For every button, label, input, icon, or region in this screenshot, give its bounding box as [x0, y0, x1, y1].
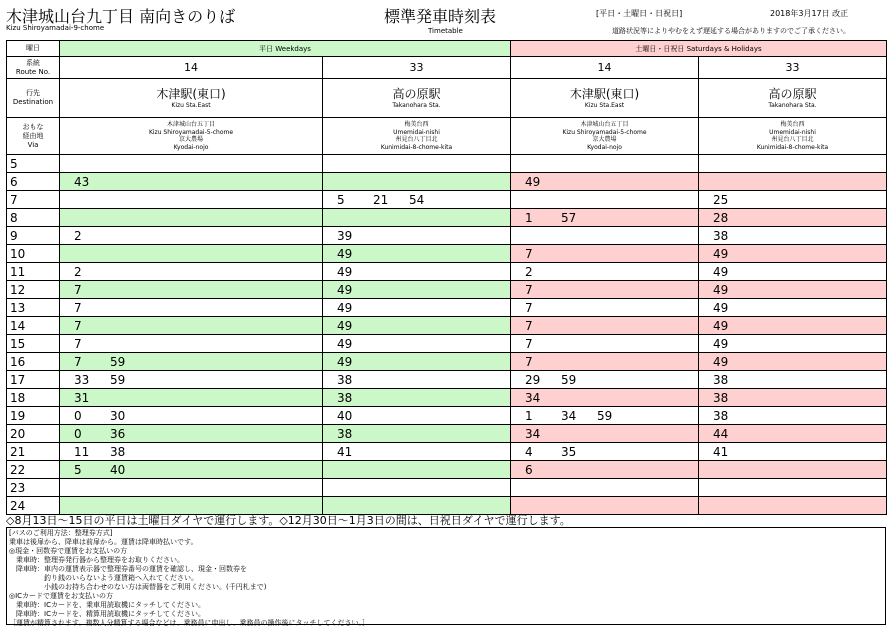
- fare-guide-line: 降車時：車内の運賃表示器で整理券番号の運賃を確認し、現金・回数券を: [9, 565, 247, 573]
- departure-cell: [511, 479, 699, 497]
- hour-cell: 19: [7, 407, 60, 425]
- hour-cell: 24: [7, 497, 60, 515]
- departure-cell: [699, 173, 887, 191]
- departure-cell: [323, 353, 511, 371]
- holiday-group-header: 土曜日・日祝日 Saturdays & Holidays: [511, 41, 887, 57]
- hour-cell: 9: [7, 227, 60, 245]
- departure-cell: [699, 155, 887, 173]
- departure-minute: 21: [373, 192, 389, 207]
- departure-minute: 49: [713, 300, 729, 315]
- departure-cell: [60, 425, 323, 443]
- fare-guide-line: 乗車は後扉から、降車は前扉から。運賃は降車時払いです。: [9, 538, 198, 546]
- departure-cell: [323, 173, 511, 191]
- departure-minute: 4: [525, 444, 533, 459]
- stop-name: 木津城山台九丁目 南向きのりば: [6, 7, 236, 26]
- destination: 木津駅(東口) Kizu Sta.East: [60, 79, 323, 118]
- fare-guide-line: ◎現金・回数券で運賃をお支払いの方: [9, 547, 128, 555]
- hour-cell: 12: [7, 281, 60, 299]
- departure-minute: 54: [409, 192, 425, 207]
- departure-cell: [323, 209, 511, 227]
- via-stops: 梅美台西 Umemidai-nishi 州見台八丁目北 Kunimidai-8-chome-kita: [323, 118, 511, 155]
- departure-minute: 44: [713, 426, 729, 441]
- hour-cell: 14: [7, 317, 60, 335]
- hour-row: [7, 209, 887, 227]
- departure-cell: [699, 389, 887, 407]
- departure-minute: 28: [713, 210, 729, 225]
- fare-guide-line: 釣り銭のいらないよう運賃箱へ入れてください。: [9, 574, 198, 582]
- hour-cell: 5: [7, 155, 60, 173]
- day-types-label: [平日・土曜日・日祝日]: [596, 9, 683, 18]
- departure-cell: [511, 371, 699, 389]
- departure-cell: [699, 443, 887, 461]
- departure-minute: 49: [337, 264, 353, 279]
- departure-minute: 2: [74, 264, 82, 279]
- departure-cell: [699, 281, 887, 299]
- departure-cell: [323, 425, 511, 443]
- route-number: 33: [699, 57, 887, 79]
- departure-minute: 38: [713, 390, 729, 405]
- hour-row: [7, 299, 887, 317]
- departure-cell: [60, 353, 323, 371]
- hour-row: [7, 353, 887, 371]
- departure-minute: 5: [74, 462, 82, 477]
- hour-row: [7, 191, 887, 209]
- departure-cell: [323, 155, 511, 173]
- departure-minute: 57: [561, 210, 577, 225]
- departure-cell: [60, 281, 323, 299]
- departure-cell: [60, 209, 323, 227]
- hour-row: [7, 317, 887, 335]
- hour-row: [7, 173, 887, 191]
- departure-minute: 35: [561, 444, 577, 459]
- departure-cell: [323, 263, 511, 281]
- route-number: 14: [511, 57, 699, 79]
- departure-minute: 36: [110, 426, 126, 441]
- departure-minute: 38: [337, 426, 353, 441]
- fare-guide-line: 小銭のお持ち合わせのない方は両替器をご利用ください。(千円札まで): [9, 583, 267, 591]
- departure-cell: [511, 209, 699, 227]
- departure-minute: 7: [525, 246, 533, 261]
- hour-row: [7, 245, 887, 263]
- departure-cell: [511, 407, 699, 425]
- departure-cell: [60, 389, 323, 407]
- stop-name-roman: Kizu Shiroyamadai-9-chome: [6, 24, 105, 32]
- departure-minute: 0: [74, 408, 82, 423]
- departure-cell: [699, 245, 887, 263]
- departure-cell: [323, 479, 511, 497]
- departure-cell: [511, 353, 699, 371]
- timetable-header: [0, 0, 896, 40]
- hour-cell: 8: [7, 209, 60, 227]
- hour-row: [7, 281, 887, 299]
- departure-cell: [511, 461, 699, 479]
- departure-cell: [60, 317, 323, 335]
- hour-cell: 10: [7, 245, 60, 263]
- departure-minute: 40: [337, 408, 353, 423]
- route-number: 33: [323, 57, 511, 79]
- departure-minute: 38: [337, 390, 353, 405]
- route-label: 系統 Route No.: [7, 57, 60, 79]
- departure-minute: 7: [74, 354, 82, 369]
- departure-minute: 33: [74, 372, 90, 387]
- departure-minute: 59: [561, 372, 577, 387]
- hour-cell: 22: [7, 461, 60, 479]
- departure-cell: [699, 371, 887, 389]
- departure-minute: 34: [525, 390, 541, 405]
- departure-cell: [60, 335, 323, 353]
- via-stops: 木津城山台五丁目 Kizu Shiroyamadai-5-chome 京大農場 Kyodai-nojo: [511, 118, 699, 155]
- departure-cell: [323, 227, 511, 245]
- timetable-title-roman: Timetable: [428, 27, 463, 35]
- departure-cell: [323, 299, 511, 317]
- hour-row: [7, 389, 887, 407]
- hour-row: [7, 443, 887, 461]
- departure-cell: [699, 425, 887, 443]
- departure-minute: 30: [110, 408, 126, 423]
- via-label: おもな 経由地 Via: [7, 118, 60, 155]
- route-number: 14: [60, 57, 323, 79]
- departure-minute: 7: [74, 300, 82, 315]
- departure-minute: 7: [525, 282, 533, 297]
- departure-cell: [323, 191, 511, 209]
- departure-cell: [699, 407, 887, 425]
- fare-guide-line: ◎ICカードで運賃をお支払いの方: [9, 592, 114, 600]
- departure-cell: [511, 227, 699, 245]
- departure-minute: 5: [337, 192, 345, 207]
- hour-row: [7, 263, 887, 281]
- hour-row: [7, 155, 887, 173]
- departure-minute: 49: [713, 336, 729, 351]
- departure-minute: 34: [525, 426, 541, 441]
- departure-cell: [699, 227, 887, 245]
- departure-cell: [323, 335, 511, 353]
- departure-minute: 49: [713, 282, 729, 297]
- departure-cell: [699, 353, 887, 371]
- departure-minute: 38: [110, 444, 126, 459]
- departure-minute: 2: [525, 264, 533, 279]
- fare-guide-line: [バスのご利用方法：整理券方式]: [9, 529, 113, 537]
- departure-minute: 38: [713, 228, 729, 243]
- departure-cell: [323, 461, 511, 479]
- departure-cell: [699, 335, 887, 353]
- departure-cell: [323, 389, 511, 407]
- departure-minute: 49: [713, 246, 729, 261]
- departure-cell: [60, 443, 323, 461]
- departure-minute: 38: [713, 408, 729, 423]
- hour-cell: 13: [7, 299, 60, 317]
- destination: 木津駅(東口) Kizu Sta.East: [511, 79, 699, 118]
- departure-minute: 49: [337, 300, 353, 315]
- departure-minute: 7: [525, 354, 533, 369]
- departure-minute: 25: [713, 192, 729, 207]
- departure-cell: [511, 263, 699, 281]
- departure-minute: 43: [74, 174, 90, 189]
- departure-minute: 40: [110, 462, 126, 477]
- via-stops: 木津城山台五丁目 Kizu Shiroyamadai-5-chome 京大農場 Kyodai-nojo: [60, 118, 323, 155]
- departure-minute: 38: [713, 372, 729, 387]
- departure-cell: [323, 443, 511, 461]
- departure-minute: 7: [525, 336, 533, 351]
- departure-cell: [511, 317, 699, 335]
- departure-cell: [511, 443, 699, 461]
- timetable-title: 標準発車時刻表: [384, 7, 497, 26]
- departure-cell: [60, 299, 323, 317]
- hour-row: [7, 407, 887, 425]
- departure-cell: [60, 407, 323, 425]
- departure-cell: [511, 299, 699, 317]
- departure-cell: [323, 245, 511, 263]
- departure-minute: 59: [110, 354, 126, 369]
- hour-cell: 16: [7, 353, 60, 371]
- weekday-group-header: 平日 Weekdays: [60, 41, 511, 57]
- departure-cell: [60, 173, 323, 191]
- departure-cell: [60, 155, 323, 173]
- departure-cell: [60, 479, 323, 497]
- destination: 高の原駅 Takanohara Sta.: [699, 79, 887, 118]
- departure-cell: [699, 317, 887, 335]
- departure-minute: 49: [337, 282, 353, 297]
- departure-cell: [699, 209, 887, 227]
- departure-minute: 41: [337, 444, 353, 459]
- departure-cell: [511, 389, 699, 407]
- fare-guide-line: 乗車時：整理券発行器から整理券をお取りください。: [9, 556, 184, 564]
- departure-minute: 34: [561, 408, 577, 423]
- departure-minute: 1: [525, 210, 533, 225]
- delay-notice: 道路状況等によりやむをえず遅延する場合がありますのでご了承ください。: [612, 27, 850, 35]
- departure-cell: [511, 155, 699, 173]
- hour-cell: 17: [7, 371, 60, 389]
- departure-cell: [699, 497, 887, 515]
- departure-minute: 39: [337, 228, 353, 243]
- departure-minute: 49: [337, 246, 353, 261]
- hour-cell: 21: [7, 443, 60, 461]
- departure-minute: 7: [74, 282, 82, 297]
- hour-row: [7, 335, 887, 353]
- departure-cell: [511, 335, 699, 353]
- departure-minute: 29: [525, 372, 541, 387]
- hour-cell: 11: [7, 263, 60, 281]
- departure-minute: 49: [713, 264, 729, 279]
- departure-minute: 7: [525, 300, 533, 315]
- departure-minute: 7: [74, 336, 82, 351]
- departure-minute: 38: [337, 372, 353, 387]
- day-type-label: 曜日: [7, 41, 60, 57]
- hour-cell: 15: [7, 335, 60, 353]
- departure-cell: [323, 407, 511, 425]
- departure-minute: 7: [74, 318, 82, 333]
- departure-cell: [699, 479, 887, 497]
- departure-cell: [699, 191, 887, 209]
- hour-row: [7, 479, 887, 497]
- destination: 高の原駅 Takanohara Sta.: [323, 79, 511, 118]
- departure-cell: [323, 281, 511, 299]
- departure-cell: [511, 281, 699, 299]
- departure-minute: 2: [74, 228, 82, 243]
- departure-cell: [60, 245, 323, 263]
- departure-minute: 6: [525, 462, 533, 477]
- departure-cell: [511, 173, 699, 191]
- hour-row: [7, 227, 887, 245]
- fare-guide-line: 乗車時：ICカードを、乗車用読取機にタッチしてください。: [9, 601, 205, 609]
- fare-guide-line: 降車時：ICカードを、精算用読取機にタッチしてください。: [9, 610, 205, 618]
- hour-cell: 7: [7, 191, 60, 209]
- fare-guide-line: ［運賃が精算されます。複数人分精算する場合などは、乗務員に申出し、乗務員の操作後にタッチしてください。］: [9, 619, 369, 627]
- departure-minute: 49: [713, 318, 729, 333]
- departure-cell: [60, 263, 323, 281]
- departure-cell: [60, 191, 323, 209]
- departure-minute: 49: [525, 174, 541, 189]
- departure-cell: [699, 299, 887, 317]
- departure-cell: [511, 425, 699, 443]
- departure-minute: 49: [713, 354, 729, 369]
- via-stops: 梅美台西 Umemidai-nishi 州見台八丁目北 Kunimidai-8-chome-kita: [699, 118, 887, 155]
- departure-cell: [699, 263, 887, 281]
- departure-cell: [323, 317, 511, 335]
- departure-minute: 49: [337, 318, 353, 333]
- departure-minute: 59: [597, 408, 613, 423]
- departure-minute: 49: [337, 354, 353, 369]
- hour-row: [7, 425, 887, 443]
- departure-cell: [511, 245, 699, 263]
- departure-cell: [60, 227, 323, 245]
- departure-cell: [60, 371, 323, 389]
- revision-date: 2018年3月17日 改正: [770, 9, 849, 18]
- hour-cell: 18: [7, 389, 60, 407]
- departure-minute: 49: [337, 336, 353, 351]
- departure-minute: 0: [74, 426, 82, 441]
- destination-label: 行先 Destination: [7, 79, 60, 118]
- operation-note: ◇8月13日～15日の平日は土曜日ダイヤで運行します。◇12月30日～1月3日の間は、日祝日ダイヤで運行します。: [6, 514, 571, 527]
- hour-cell: 23: [7, 479, 60, 497]
- departure-cell: [60, 461, 323, 479]
- departure-minute: 59: [110, 372, 126, 387]
- timetable-grid: [6, 40, 887, 515]
- departure-cell: [699, 461, 887, 479]
- hour-row: [7, 371, 887, 389]
- departure-minute: 31: [74, 390, 90, 405]
- departure-cell: [511, 191, 699, 209]
- fare-guide: [6, 527, 886, 625]
- departure-minute: 7: [525, 318, 533, 333]
- departure-minute: 41: [713, 444, 729, 459]
- departure-minute: 11: [74, 444, 90, 459]
- departure-cell: [323, 371, 511, 389]
- hour-row: [7, 461, 887, 479]
- departure-minute: 1: [525, 408, 533, 423]
- hour-cell: 20: [7, 425, 60, 443]
- hour-cell: 6: [7, 173, 60, 191]
